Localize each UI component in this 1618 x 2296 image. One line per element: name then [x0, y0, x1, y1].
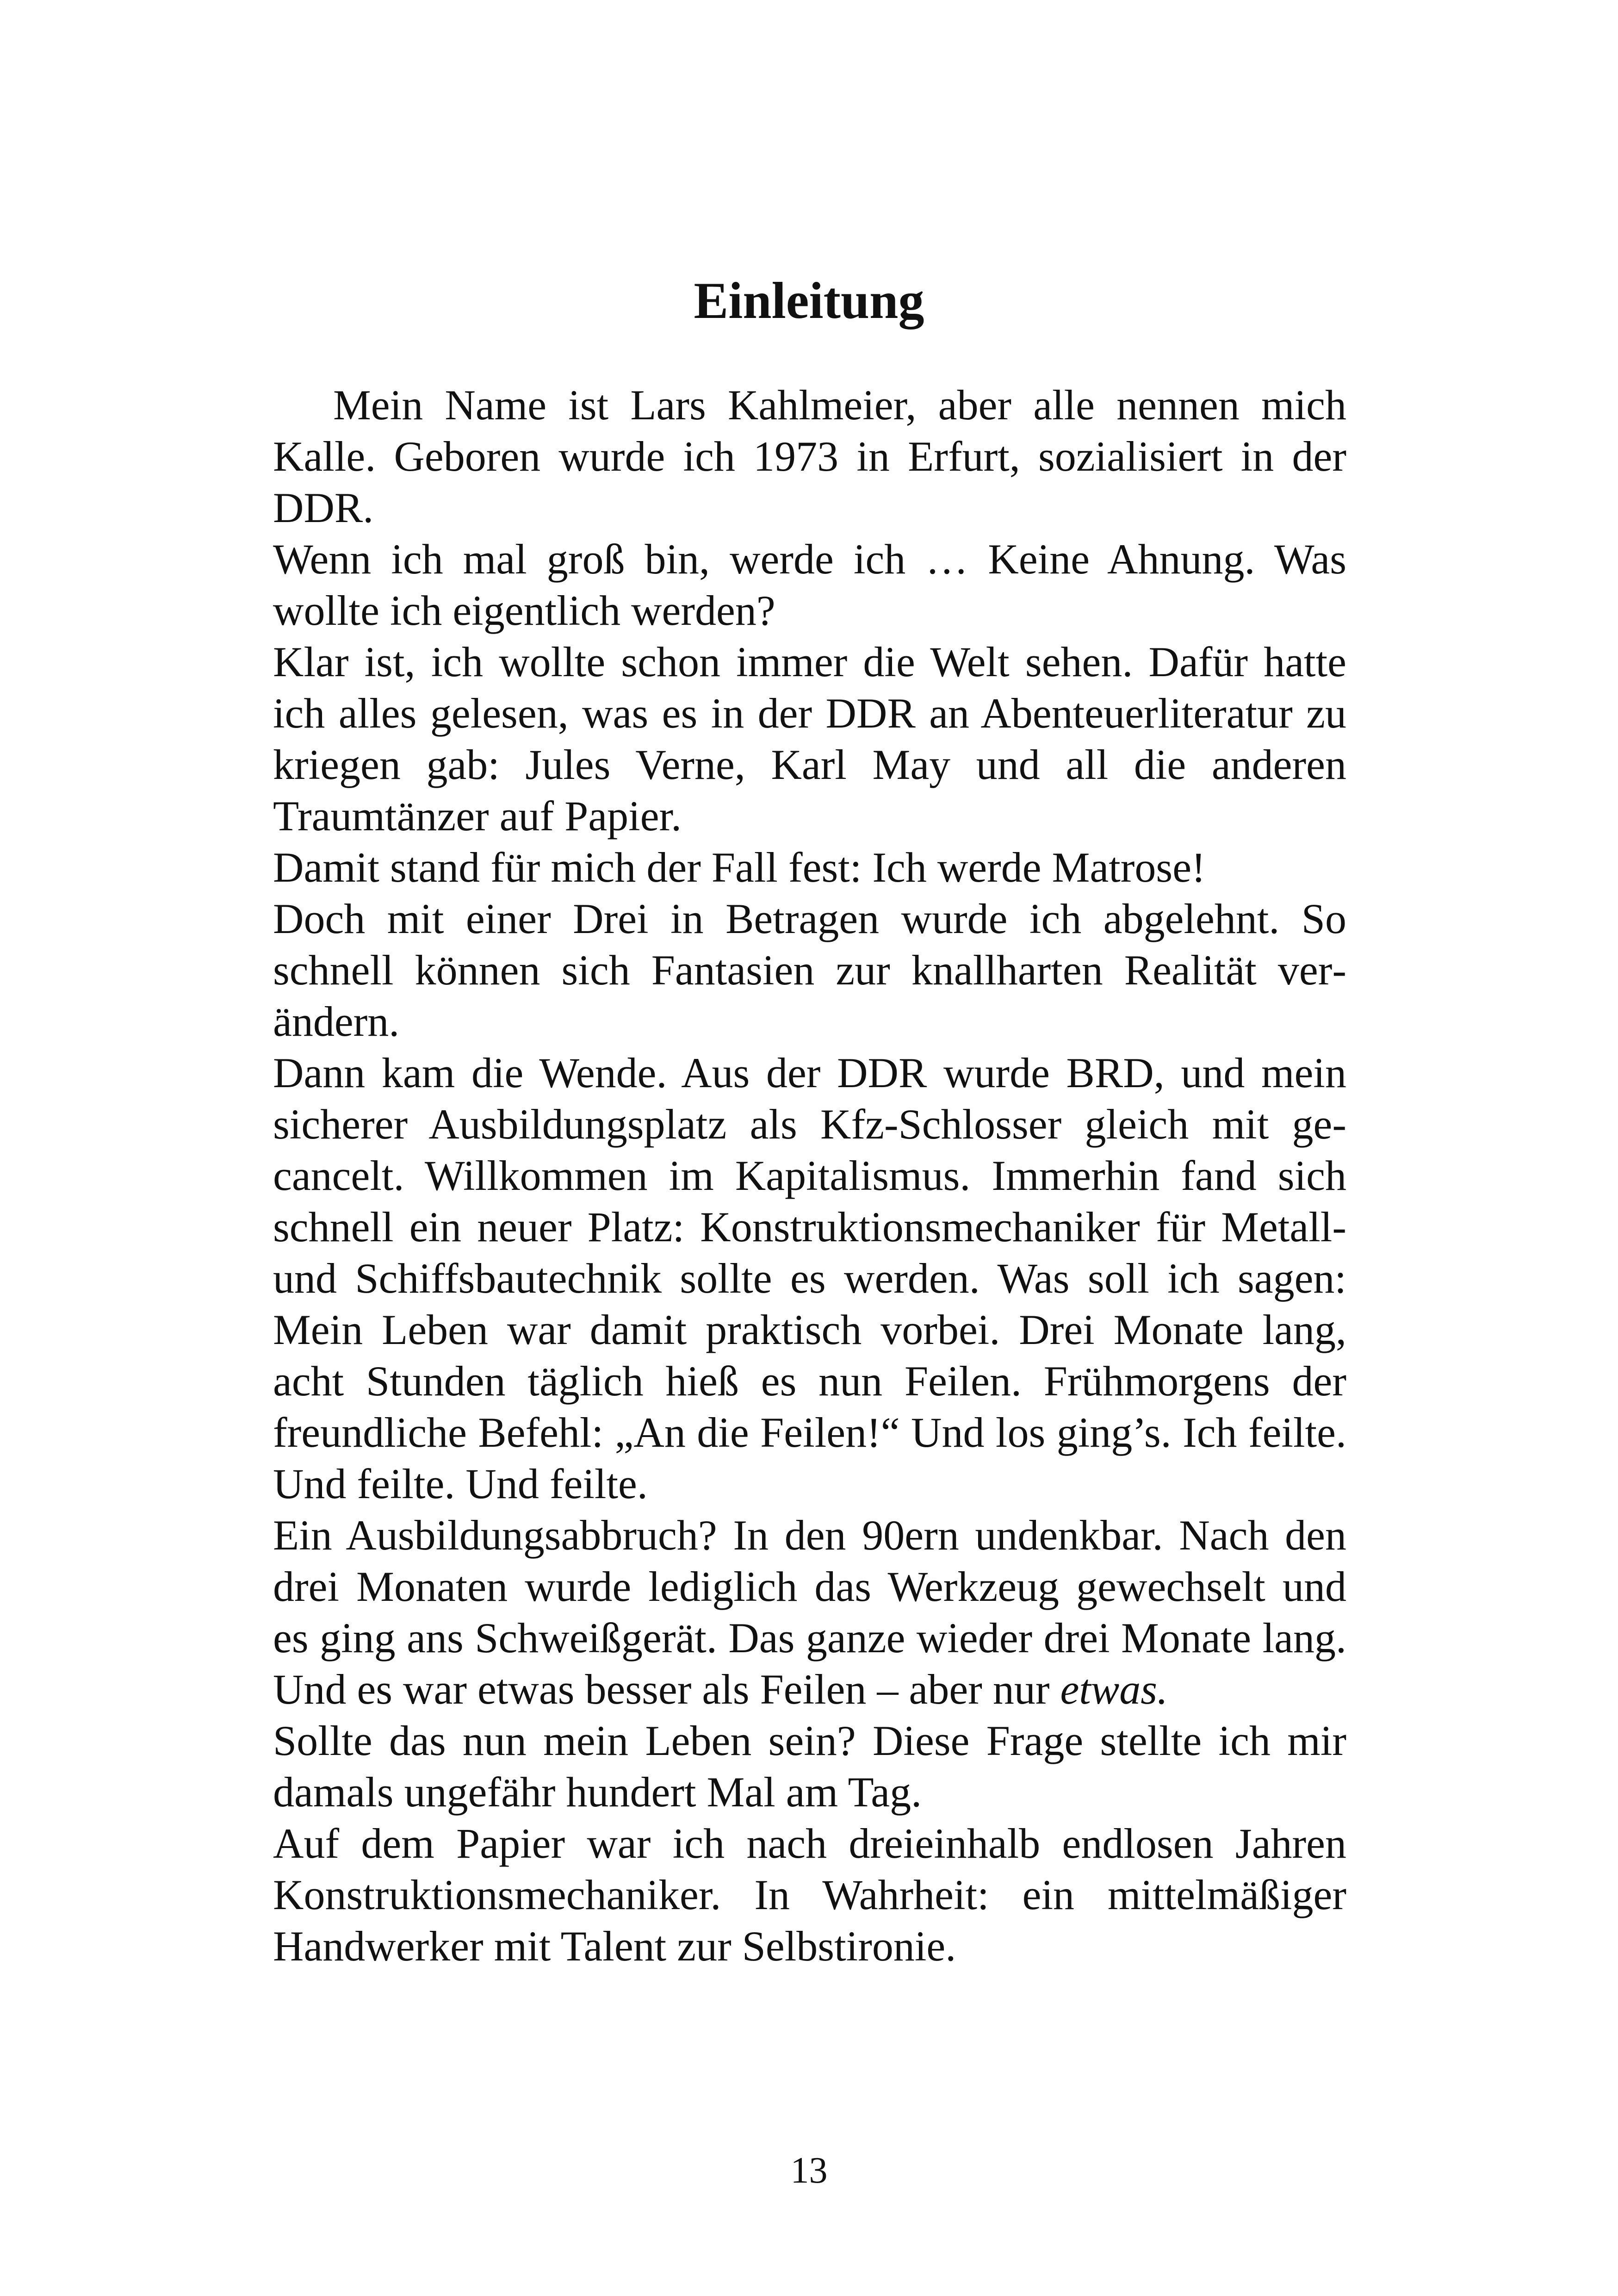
paragraph-8: Sollte das nun mein Leben sein? Diese Frage stellte ich mir damals ungefähr hundert Mal am Tag.	[273, 1717, 1346, 1816]
paragraph-3: Klar ist, ich wollte schon immer die Welt sehen. Dafür hatte ich alles gelesen, was es in der DDR an Abenteuerliteratur zu kriegen gab: Jules Verne, Karl May und all die anderen Traumtänzer auf Papier.	[273, 638, 1346, 840]
paragraph-4: Damit stand für mich der Fall fest: Ich werde Matrose!	[273, 844, 1206, 891]
chapter-title: Einleitung	[694, 272, 924, 330]
paragraph-6: Dann kam die Wende. Aus der DDR wurde BRD, und mein sicherer Ausbildungsplatz als Kfz-Schlosser gleich mit gecancelt. Willkommen im Kapitalismus. Immerhin fand sich schnell ein neuer Platz: Konstruktionsmechaniker für Metall- und Schiffsbautechnik sollte es werden. Was soll ich sagen: Mein Leben war damit praktisch vorbei. Drei Monate lang, acht Stunden täglich hieß es nun Feilen. Frühmorgens der freundliche Befehl: „An die Feilen!“ Und los ging’s. Ich feilte. Und feilte. Und feilte.	[273, 1049, 1346, 1507]
paragraph-5: Doch mit einer Drei in Betragen wurde ich abgelehnt. So schnell können sich Fantasien zur knallharten Realität verändern.	[273, 895, 1346, 1045]
emphasized-word: etwas.	[1060, 1666, 1168, 1713]
paragraph-2: Wenn ich mal groß bin, werde ich … Keine Ahnung. Was wollte ich eigentlich werden?	[273, 535, 1346, 634]
paragraph-9: Auf dem Papier war ich nach dreieinhalb endlosen Jahren Konstruktionsmechaniker. In Wahrheit: ein mittelmäßiger Handwerker mit Talent zur Selbstironie.	[273, 1820, 1346, 1970]
paragraph-7	[273, 1510, 1346, 1715]
paragraph-7-text: Ein Ausbildungsabbruch? In den 90ern undenkbar. Nach den drei Monaten wurde lediglich das Werkzeug gewechselt und es ging ans Schweißgerät. Das ganze wieder drei Monate lang. Und es war etwas besser als Feilen – aber nur	[273, 1512, 1346, 1713]
paragraph-1: Mein Name ist Lars Kahlmeier, aber alle nennen mich Kalle. Geboren wurde ich 1973 in Erfurt, sozialisiert in der DDR.	[273, 381, 1346, 531]
body-text	[273, 380, 1346, 1972]
page-number: 13	[790, 2150, 828, 2191]
